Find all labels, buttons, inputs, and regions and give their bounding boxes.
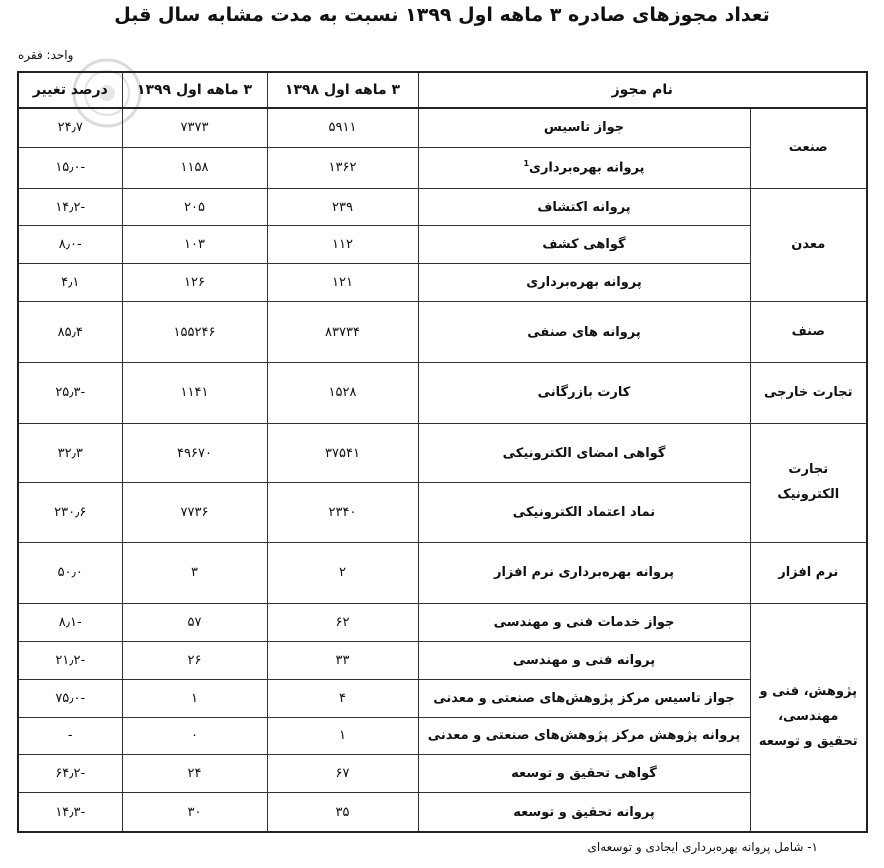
- permit-name-cell: [418, 755, 750, 793]
- permit-name-cell: [418, 147, 750, 188]
- table-row: [18, 483, 867, 543]
- permit-name: پروانه بهره‌برداری: [529, 160, 645, 176]
- permit-name: نماد اعتماد الکترونیکی: [512, 505, 656, 521]
- value-change: -۷۵٫۰: [18, 679, 122, 717]
- value-v1398: ۱۵۲۸: [267, 363, 418, 424]
- value-v1399: ۱۰۳: [122, 226, 267, 264]
- table-row: [18, 147, 867, 188]
- value-change: -: [18, 717, 122, 755]
- value-change: -۱۵٫۰: [18, 147, 122, 188]
- value-v1399: ۱۵۵۲۴۶: [122, 302, 267, 363]
- permit-name-cell: [418, 188, 750, 226]
- value-v1398: ۲۳۹: [267, 188, 418, 226]
- value-change: -۸٫۱: [18, 603, 122, 641]
- permit-name: پروانه اکتشاف: [537, 199, 631, 215]
- permit-name-cell: [418, 543, 750, 604]
- category-cell: تجارت خارجی: [750, 363, 867, 424]
- value-v1399: ۲۴: [122, 755, 267, 793]
- category-cell: معدن: [750, 188, 867, 302]
- value-v1399: ۳: [122, 543, 267, 604]
- value-v1399: ۱: [122, 679, 267, 717]
- value-v1399: ۲۰۵: [122, 188, 267, 226]
- table-row: [18, 264, 867, 302]
- value-v1399: ۵۷: [122, 603, 267, 641]
- category-cell: صنف: [750, 302, 867, 363]
- value-change: -۲۱٫۲: [18, 641, 122, 679]
- value-v1398: ۶۷: [267, 755, 418, 793]
- permit-name: پروانه بهره‌برداری: [526, 275, 642, 291]
- permit-name: گواهی امضای الکترونیکی: [502, 445, 666, 461]
- table-row: [18, 679, 867, 717]
- permit-name: پروانه پژوهش مرکز پژوهش‌های صنعتی و معدنی: [427, 728, 741, 744]
- value-v1398: ۳۳: [267, 641, 418, 679]
- value-v1398: ۱: [267, 717, 418, 755]
- value-v1398: ۶۲: [267, 603, 418, 641]
- value-change: ۵۰٫۰: [18, 543, 122, 604]
- category-cell: تجارت الکترونیک: [750, 423, 867, 542]
- permit-name-cell: [418, 603, 750, 641]
- header-permit-name: نام مجوز: [418, 72, 867, 108]
- value-v1398: ۳۵: [267, 793, 418, 832]
- value-change: -۱۴٫۳: [18, 793, 122, 832]
- permit-name: جواز خدمات فنی و مهندسی: [493, 614, 675, 630]
- value-v1399: ۷۳۷۳: [122, 108, 267, 147]
- value-v1399: ۷۷۳۶: [122, 483, 267, 543]
- value-change: -۶۴٫۲: [18, 755, 122, 793]
- value-change: ۲۳۰٫۶: [18, 483, 122, 543]
- permit-name-cell: [418, 264, 750, 302]
- table-body: [18, 108, 867, 832]
- permit-name-cell: [418, 717, 750, 755]
- permits-table: [17, 71, 868, 833]
- value-v1398: ۱۳۶۲: [267, 147, 418, 188]
- permit-name: پروانه تحقیق و توسعه: [513, 804, 655, 820]
- table-row: [18, 755, 867, 793]
- header-1399: ۳ ماهه اول ۱۳۹۹: [122, 72, 267, 108]
- table-row: [18, 108, 867, 147]
- permit-name-cell: [418, 679, 750, 717]
- permit-name-cell: [418, 483, 750, 543]
- table-row: [18, 641, 867, 679]
- table-row: [18, 363, 867, 424]
- table-title: تعداد مجوزهای صادره ۳ ماهه اول ۱۳۹۹ نسبت به مدت مشابه سال قبل: [114, 4, 770, 26]
- permit-name-cell: [418, 302, 750, 363]
- value-change: ۴٫۱: [18, 264, 122, 302]
- header-change: درصد تغییر: [18, 72, 122, 108]
- table-row: [18, 226, 867, 264]
- header-row: [18, 72, 867, 108]
- permit-name: کارت بازرگانی: [537, 385, 631, 401]
- permit-name: جواز تاسیس مرکز پژوهش‌های صنعتی و معدنی: [433, 690, 735, 706]
- table-row: [18, 717, 867, 755]
- permit-name-cell: [418, 423, 750, 483]
- value-v1398: ۲۳۴۰: [267, 483, 418, 543]
- value-change: ۲۴٫۷: [18, 108, 122, 147]
- value-change: -۸٫۰: [18, 226, 122, 264]
- table-row: [18, 302, 867, 363]
- permit-name: گواهی تحقیق و توسعه: [511, 766, 657, 782]
- header-1398: ۳ ماهه اول ۱۳۹۸: [267, 72, 418, 108]
- value-v1399: ۳۰: [122, 793, 267, 832]
- table-row: [18, 188, 867, 226]
- value-v1399: ۴۹۶۷۰: [122, 423, 267, 483]
- value-v1399: ۲۶: [122, 641, 267, 679]
- value-v1398: ۸۳۷۳۴: [267, 302, 418, 363]
- value-v1398: ۴: [267, 679, 418, 717]
- footnote: ۱- شامل پروانه بهره‌برداری ایجادی و توسعه‌ای: [587, 840, 818, 854]
- value-v1398: ۲: [267, 543, 418, 604]
- value-change: -۲۵٫۳: [18, 363, 122, 424]
- value-change: -۱۴٫۲: [18, 188, 122, 226]
- unit-label: واحد: فقره: [18, 48, 74, 62]
- permit-name: پروانه فنی و مهندسی: [512, 652, 656, 668]
- permit-name-cell: [418, 793, 750, 832]
- value-v1399: ۱۱۴۱: [122, 363, 267, 424]
- permit-name: گواهی کشف: [542, 237, 626, 253]
- value-v1398: ۱۱۲: [267, 226, 418, 264]
- category-cell: صنعت: [750, 108, 867, 188]
- table-row: [18, 423, 867, 483]
- table-row: [18, 793, 867, 832]
- permit-name: پروانه های صنفی: [527, 324, 641, 340]
- permit-name: پروانه بهره‌برداری نرم افزار: [493, 565, 675, 581]
- permit-name-cell: [418, 363, 750, 424]
- permit-name: جواز تاسیس: [543, 120, 625, 136]
- permit-name-cell: [418, 641, 750, 679]
- category-cell: پژوهش، فنی و مهندسی، تحقیق و توسعه: [750, 603, 867, 832]
- table-row: [18, 543, 867, 604]
- permit-name-cell: [418, 108, 750, 147]
- footnote-mark: 1: [523, 159, 530, 169]
- permit-name-cell: [418, 226, 750, 264]
- value-v1399: ۰: [122, 717, 267, 755]
- value-change: ۸۵٫۴: [18, 302, 122, 363]
- value-v1398: ۵۹۱۱: [267, 108, 418, 147]
- value-v1399: ۱۲۶: [122, 264, 267, 302]
- value-v1398: ۳۷۵۴۱: [267, 423, 418, 483]
- value-v1399: ۱۱۵۸: [122, 147, 267, 188]
- value-change: ۳۲٫۳: [18, 423, 122, 483]
- category-cell: نرم افزار: [750, 543, 867, 604]
- table-row: [18, 603, 867, 641]
- value-v1398: ۱۲۱: [267, 264, 418, 302]
